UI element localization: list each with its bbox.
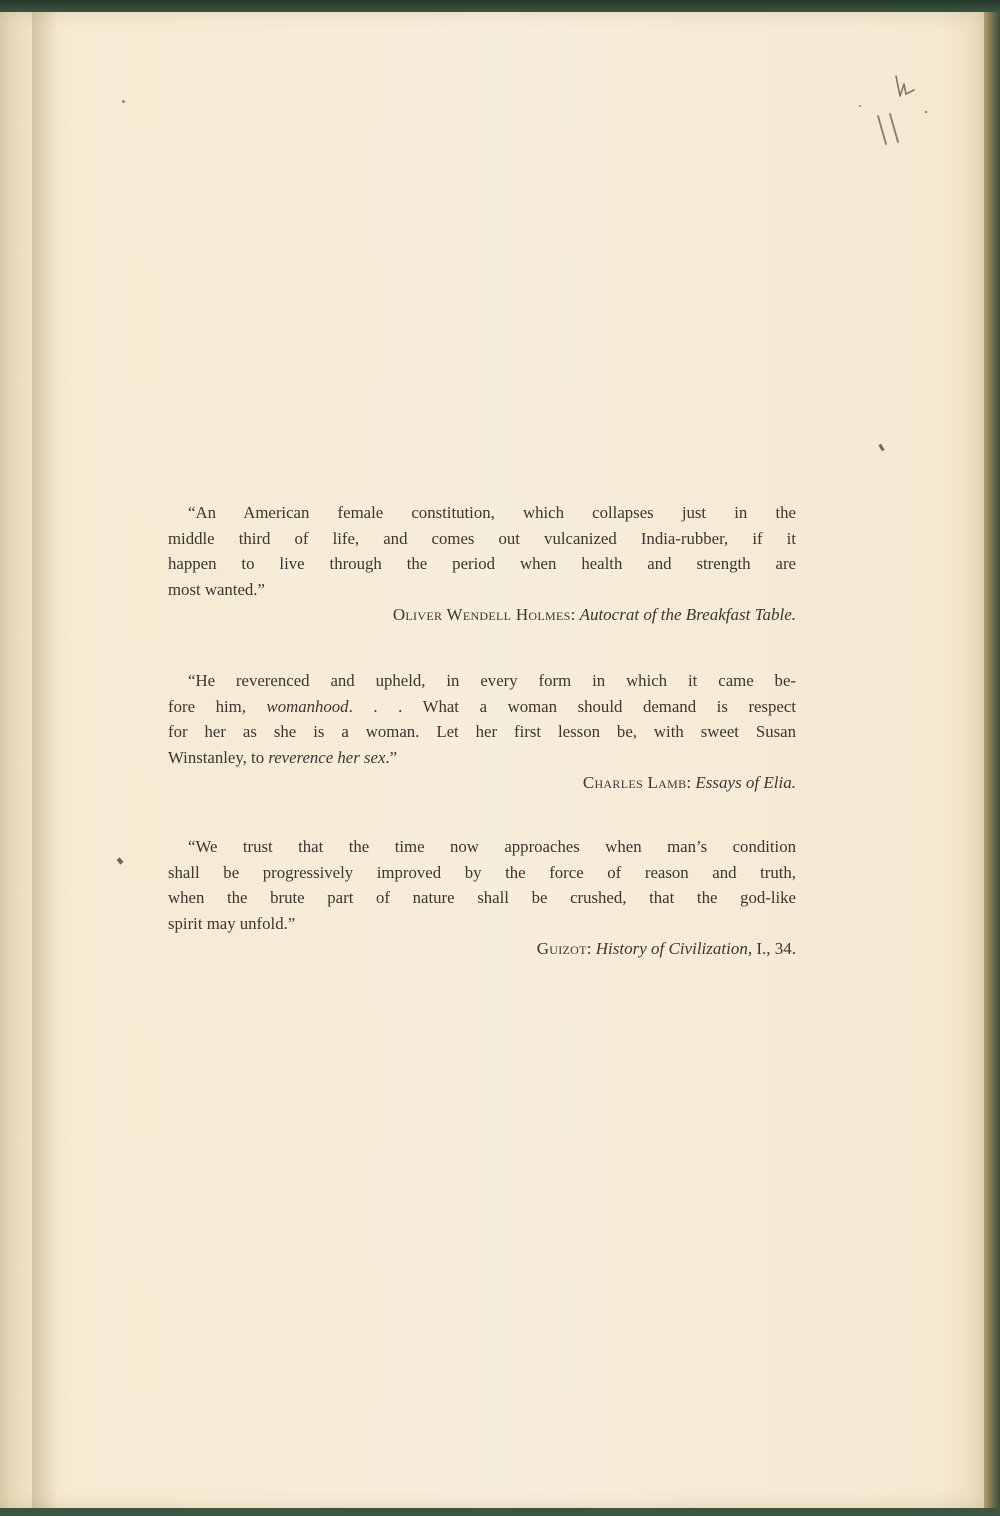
quote-line: shall be progressively improved by the force of reason and truth,: [168, 862, 796, 882]
quote-line: middle third of life, and comes out vulcanized India-rubber, if it: [168, 528, 796, 548]
quote-line: [168, 745, 796, 771]
attribution-author: Guizot: [536, 939, 587, 958]
attribution-author: Charles Lamb: [582, 773, 687, 792]
book-bottom-edge: [0, 1508, 1000, 1516]
epigraph-attribution: [168, 936, 796, 962]
attribution-author: Oliver Wendell Holmes: [392, 605, 571, 624]
attribution-separator: :: [570, 605, 580, 624]
quote-line: “We trust that the time now approaches when man’s condition: [188, 837, 796, 856]
epigraph-attribution: [168, 602, 796, 628]
epigraph-holmes: [168, 500, 796, 628]
quote-line: when the brute part of nature shall be crushed, that the god-like: [168, 888, 796, 907]
epigraph-quote: [168, 668, 796, 770]
paper-speck: [122, 100, 125, 103]
quote-line: happen to live through the period when health and strength are: [168, 554, 796, 573]
quote-line: most wanted.”: [168, 579, 265, 599]
quote-line: “He reverenced and upheld, in every form in which it came be-: [188, 671, 796, 690]
quote-text: fore him,: [168, 696, 267, 716]
epigraph-quote: [168, 834, 796, 936]
quote-line: “An American female constitution, which collapses just in the: [188, 503, 796, 522]
book-fore-edge: [984, 12, 1000, 1508]
epigraph-guizot: [168, 834, 796, 962]
attribution-separator: :: [686, 773, 696, 792]
epigraph-attribution: [168, 770, 796, 796]
handwritten-pencil-mark: [856, 66, 946, 166]
quote-text: Winstanley, to: [168, 747, 269, 767]
page-gutter-shadow: [32, 12, 58, 1508]
quote-line: [168, 694, 796, 720]
quote-line: spirit may unfold.”: [168, 913, 296, 933]
quote-text: .”: [385, 747, 398, 767]
attribution-reference: I., 34.: [752, 939, 796, 958]
quote-text: . . . What a woman should demand is respect: [348, 696, 796, 716]
quote-emphasis: womanhood: [266, 696, 349, 716]
attribution-work: Essays of Elia.: [695, 773, 796, 792]
quote-line: for her as she is a woman. Let her first lesson be, with sweet Susan: [168, 722, 796, 741]
epigraph-lamb: [168, 668, 796, 796]
attribution-work: Autocrat of the Breakfast Table.: [579, 605, 796, 624]
attribution-separator: :: [586, 939, 596, 958]
epigraph-quote: [168, 500, 796, 602]
quote-emphasis: reverence her sex: [268, 747, 386, 767]
attribution-work: History of Civilization,: [595, 939, 753, 958]
